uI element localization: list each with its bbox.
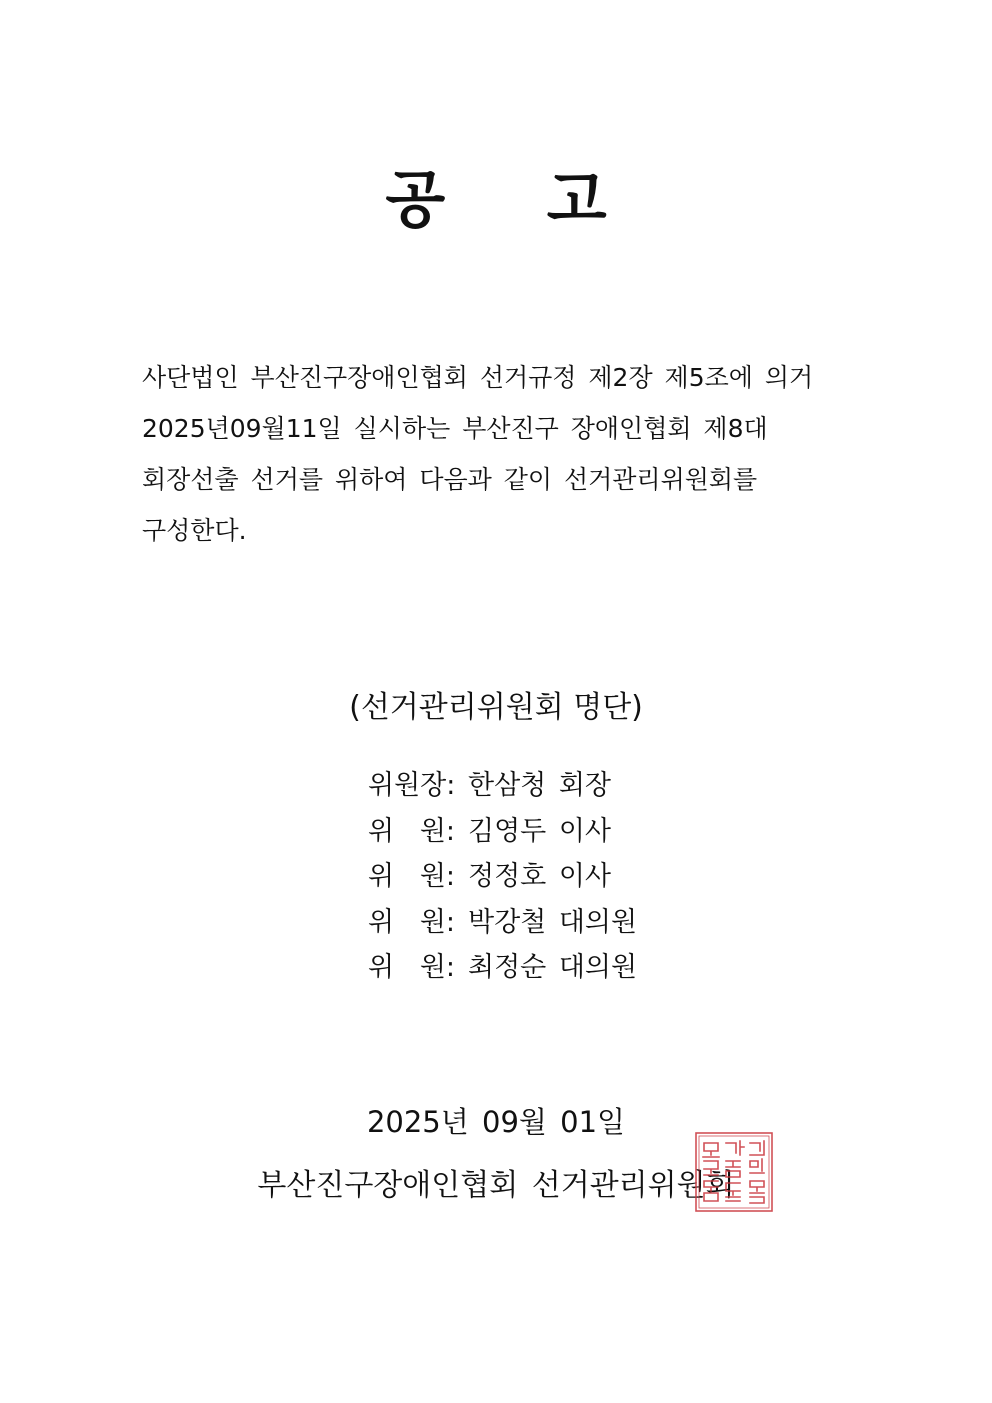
roster-member: 한삼청 회장 xyxy=(468,770,611,801)
roster-member: 최정순 대의원 xyxy=(468,952,638,983)
body-line: 구성한다. xyxy=(142,516,247,545)
roster-heading: (선거관리위원회 명단) xyxy=(349,690,643,725)
roster-row xyxy=(368,900,768,946)
announcement-date: 2025년 09월 01일 xyxy=(366,1105,626,1139)
roster-member: 박강철 대의원 xyxy=(468,906,638,938)
issuing-organization: 부산진구장애인협회 선거관리위원회 xyxy=(257,1168,735,1203)
official-seal-stamp xyxy=(694,1131,774,1213)
roster-role: 위 원: xyxy=(368,815,456,847)
roster-row xyxy=(368,945,768,991)
body-line: 사단법인 부산진구장애인협회 선거규정 제2장 제5조에 의거 xyxy=(142,363,814,392)
page-title: 공 고 xyxy=(385,163,647,236)
roster-row xyxy=(368,763,768,809)
announcement-body xyxy=(142,352,862,556)
roster-member: 김영두 이사 xyxy=(468,815,611,847)
roster-role: 위 원: xyxy=(368,906,456,938)
roster-row xyxy=(368,809,768,855)
body-line: 2025년09월11일 실시하는 부산진구 장애인협회 제8대 xyxy=(142,414,768,443)
roster-role: 위 원: xyxy=(368,861,456,892)
roster-role: 위원장: xyxy=(368,770,456,801)
committee-roster xyxy=(368,763,768,991)
roster-row xyxy=(368,854,768,900)
body-line: 회장선출 선거를 위하여 다음과 같이 선거관리위원회를 xyxy=(142,465,758,494)
roster-role: 위 원: xyxy=(368,952,456,983)
roster-member: 정정호 이사 xyxy=(468,861,611,892)
